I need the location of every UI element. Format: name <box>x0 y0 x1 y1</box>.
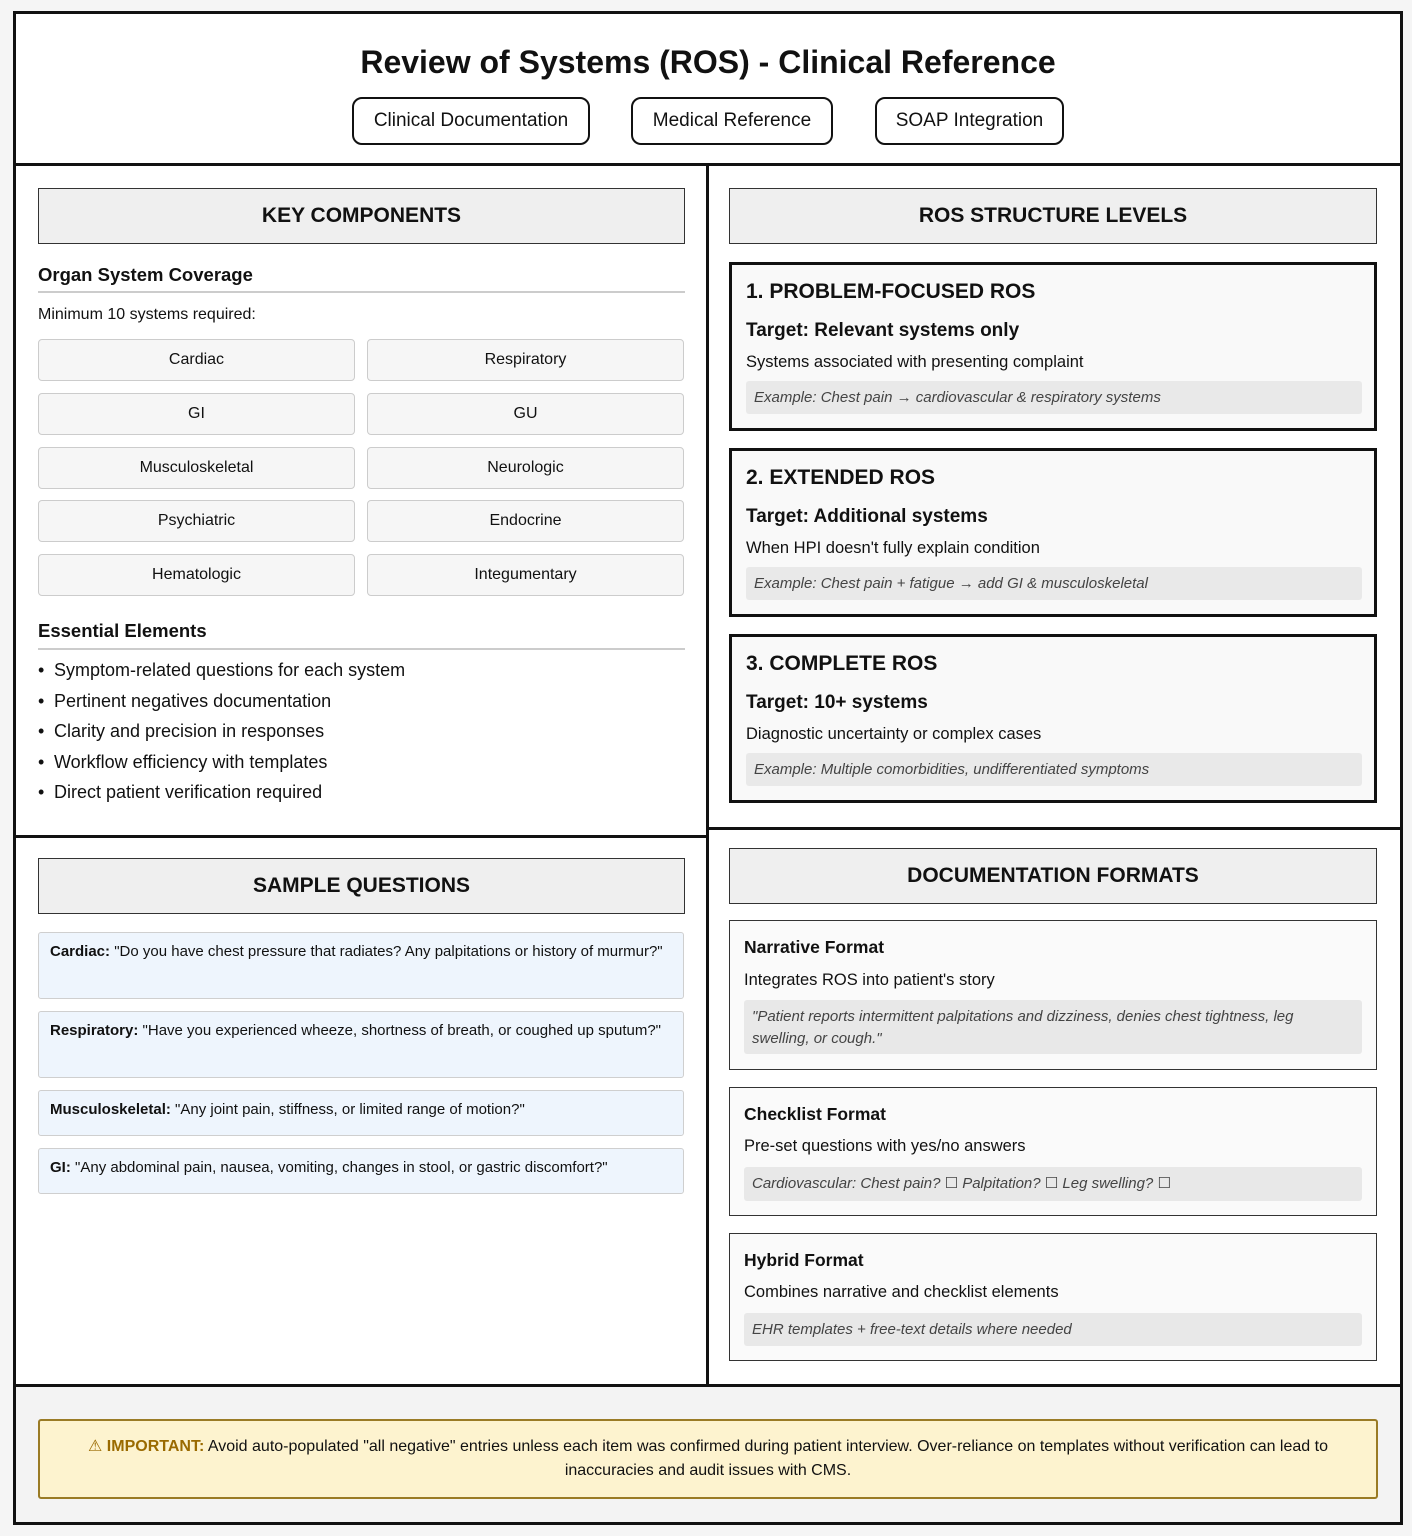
page-title: Review of Systems (ROS) - Clinical Reference <box>360 44 1056 80</box>
level-target: Target: Additional systems <box>746 506 988 527</box>
organ-system-heading: Organ System Coverage <box>38 264 253 285</box>
level-example: Example: Chest pain + fatigue → add GI & musculoskeletal <box>746 567 1362 600</box>
level-description: When HPI doesn't fully explain condition <box>746 539 1040 557</box>
question-musculoskeletal <box>38 1090 684 1136</box>
format-hybrid <box>729 1233 1377 1361</box>
format-narrative <box>729 920 1377 1070</box>
important-text: Avoid auto-populated "all negative" entries unless each item was confirmed during patient interview. Over-reliance on templates without verification can lead to inaccuracies and audit issues with CMS. <box>204 1438 1328 1479</box>
right-section-divider <box>708 827 1400 830</box>
system-musculoskeletal: Musculoskeletal <box>38 447 355 489</box>
level-example: Example: Multiple comorbidities, undifferentiated symptoms <box>746 753 1362 786</box>
list-item: • Pertinent negatives documentation <box>38 691 405 722</box>
question-gi <box>38 1148 684 1194</box>
format-title: Narrative Format <box>744 937 885 957</box>
reference-sheet <box>13 11 1403 1525</box>
important-alert <box>38 1419 1378 1499</box>
question-label: Respiratory: <box>50 1022 139 1039</box>
important-label: ⚠ IMPORTANT: <box>88 1438 205 1455</box>
format-title: Checklist Format <box>744 1104 886 1124</box>
question-respiratory <box>38 1011 684 1078</box>
documentation-formats-heading: DOCUMENTATION FORMATS <box>729 848 1377 904</box>
organ-system-rule <box>38 291 685 293</box>
list-item: • Clarity and precision in responses <box>38 721 405 752</box>
system-hematologic: Hematologic <box>38 554 355 596</box>
essential-elements-rule <box>38 648 685 650</box>
key-components-heading: KEY COMPONENTS <box>38 188 685 244</box>
level-description: Diagnostic uncertainty or complex cases <box>746 725 1042 743</box>
format-checklist <box>729 1087 1377 1216</box>
format-description: Combines narrative and checklist elements <box>744 1283 1059 1301</box>
format-description: Pre-set questions with yes/no answers <box>744 1137 1026 1155</box>
level-description: Systems associated with presenting complaint <box>746 353 1084 371</box>
list-item: • Symptom-related questions for each system <box>38 660 405 691</box>
system-respiratory: Respiratory <box>367 339 684 381</box>
structure-levels-heading: ROS STRUCTURE LEVELS <box>729 188 1377 244</box>
level-example: Example: Chest pain → cardiovascular & respiratory systems <box>746 381 1362 414</box>
list-item: • Workflow efficiency with templates <box>38 752 405 783</box>
essential-elements-list <box>38 660 405 813</box>
format-example: EHR templates + free-text details where needed <box>744 1313 1362 1346</box>
question-text: "Any joint pain, stiffness, or limited range of motion?" <box>175 1101 525 1118</box>
level-complete <box>729 634 1377 803</box>
tag-medical-reference: Medical Reference <box>631 97 833 145</box>
format-example: "Patient reports intermittent palpitations and dizziness, denies chest tightness, leg swelling, or cough." <box>744 1000 1362 1054</box>
system-gu: GU <box>367 393 684 435</box>
format-title: Hybrid Format <box>744 1250 864 1270</box>
system-gi: GI <box>38 393 355 435</box>
level-extended <box>729 448 1377 617</box>
question-text: "Have you experienced wheeze, shortness of breath, or coughed up sputum?" <box>142 1022 661 1039</box>
question-label: Cardiac: <box>50 943 111 960</box>
footer-divider <box>16 1384 1400 1387</box>
system-psychiatric: Psychiatric <box>38 500 355 542</box>
format-description: Integrates ROS into patient's story <box>744 971 995 989</box>
sample-questions-heading: SAMPLE QUESTIONS <box>38 858 685 914</box>
list-item: • Direct patient verification required <box>38 782 405 813</box>
header <box>16 14 1400 166</box>
level-target: Target: Relevant systems only <box>746 320 1020 341</box>
system-cardiac: Cardiac <box>38 339 355 381</box>
question-text: "Any abdominal pain, nausea, vomiting, changes in stool, or gastric discomfort?" <box>75 1159 608 1176</box>
level-problem-focused <box>729 262 1377 431</box>
format-example: Cardiovascular: Chest pain? ☐ Palpitation? ☐ Leg swelling? ☐ <box>744 1167 1362 1201</box>
level-title: 3. COMPLETE ROS <box>746 652 938 675</box>
level-title: 1. PROBLEM-FOCUSED ROS <box>746 280 1036 303</box>
left-section-divider <box>16 835 707 838</box>
question-text: "Do you have chest pressure that radiates? Any palpitations or history of murmur?" <box>114 943 663 960</box>
question-cardiac <box>38 932 684 999</box>
system-integumentary: Integumentary <box>367 554 684 596</box>
system-endocrine: Endocrine <box>367 500 684 542</box>
essential-elements-heading: Essential Elements <box>38 620 207 641</box>
system-neurologic: Neurologic <box>367 447 684 489</box>
question-label: GI: <box>50 1159 71 1176</box>
level-title: 2. EXTENDED ROS <box>746 466 936 489</box>
column-divider <box>706 166 709 1384</box>
tag-clinical-documentation: Clinical Documentation <box>352 97 590 145</box>
tag-soap-integration: SOAP Integration <box>875 97 1064 145</box>
question-label: Musculoskeletal: <box>50 1101 171 1118</box>
level-target: Target: 10+ systems <box>746 692 928 713</box>
minimum-systems-text: Minimum 10 systems required: <box>38 306 256 323</box>
